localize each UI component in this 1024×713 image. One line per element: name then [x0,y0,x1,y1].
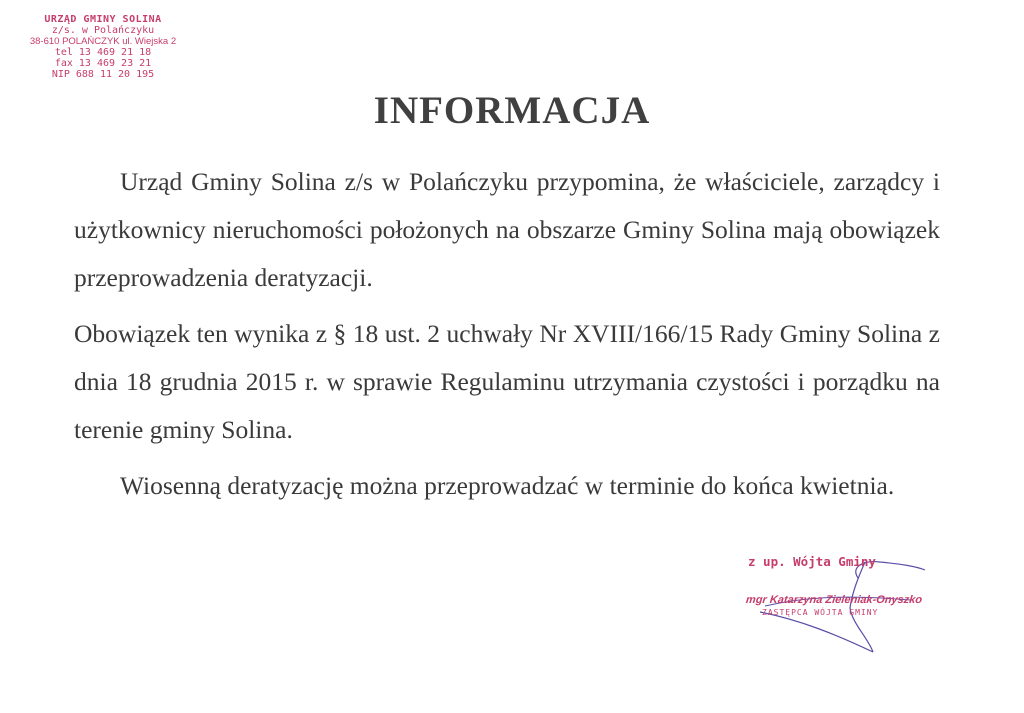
stamp-office-name: URZĄD GMINY SOLINA [44,14,162,25]
paragraph-text: Obowiązek ten wynika z § 18 ust. 2 uchwały Nr XVIII/166/15 Rady Gminy Solina z dnia 18 grudnia 2015 r. w sprawie Regulaminu utrzymania czystości i porządku na terenie gminy Solina. [74,319,940,444]
signature-stamp [740,548,940,658]
paragraph-deadline [74,462,940,510]
stamp-seat: z/s. w Polańczyku [51,25,155,36]
signature-role: ZASTĘPCA WÓJTA GMINY [762,608,879,617]
stamp-address: 38-610 POLAŃCZYK ul. Wiejska 2 [29,36,177,47]
document-title: INFORMACJA [373,89,651,132]
signature-name: mgr Katarzyna Zieleniak-Onyszko [745,594,923,606]
paragraph-text: Wiosenną deratyzację można przeprowadzać w terminie do końca kwietnia. [120,471,895,500]
stamp-nip: NIP 688 11 20 195 [51,69,155,80]
paragraph-text: Urząd Gminy Solina z/s w Polańczyku przypomina, że właściciele, zarządcy i użytkownicy nieruchomości położonych na obszarze Gminy Solina mają obowiązek przeprowadzenia deratyzacji. [74,167,940,292]
signature-on-behalf: z up. Wójta Gminy [748,554,876,569]
office-stamp [18,14,188,80]
paragraph-legal-basis [74,310,940,454]
stamp-fax: fax 13 469 23 21 [54,58,152,69]
stamp-phone: tel 13 469 21 18 [54,47,152,58]
paragraph-reminder [74,158,940,302]
